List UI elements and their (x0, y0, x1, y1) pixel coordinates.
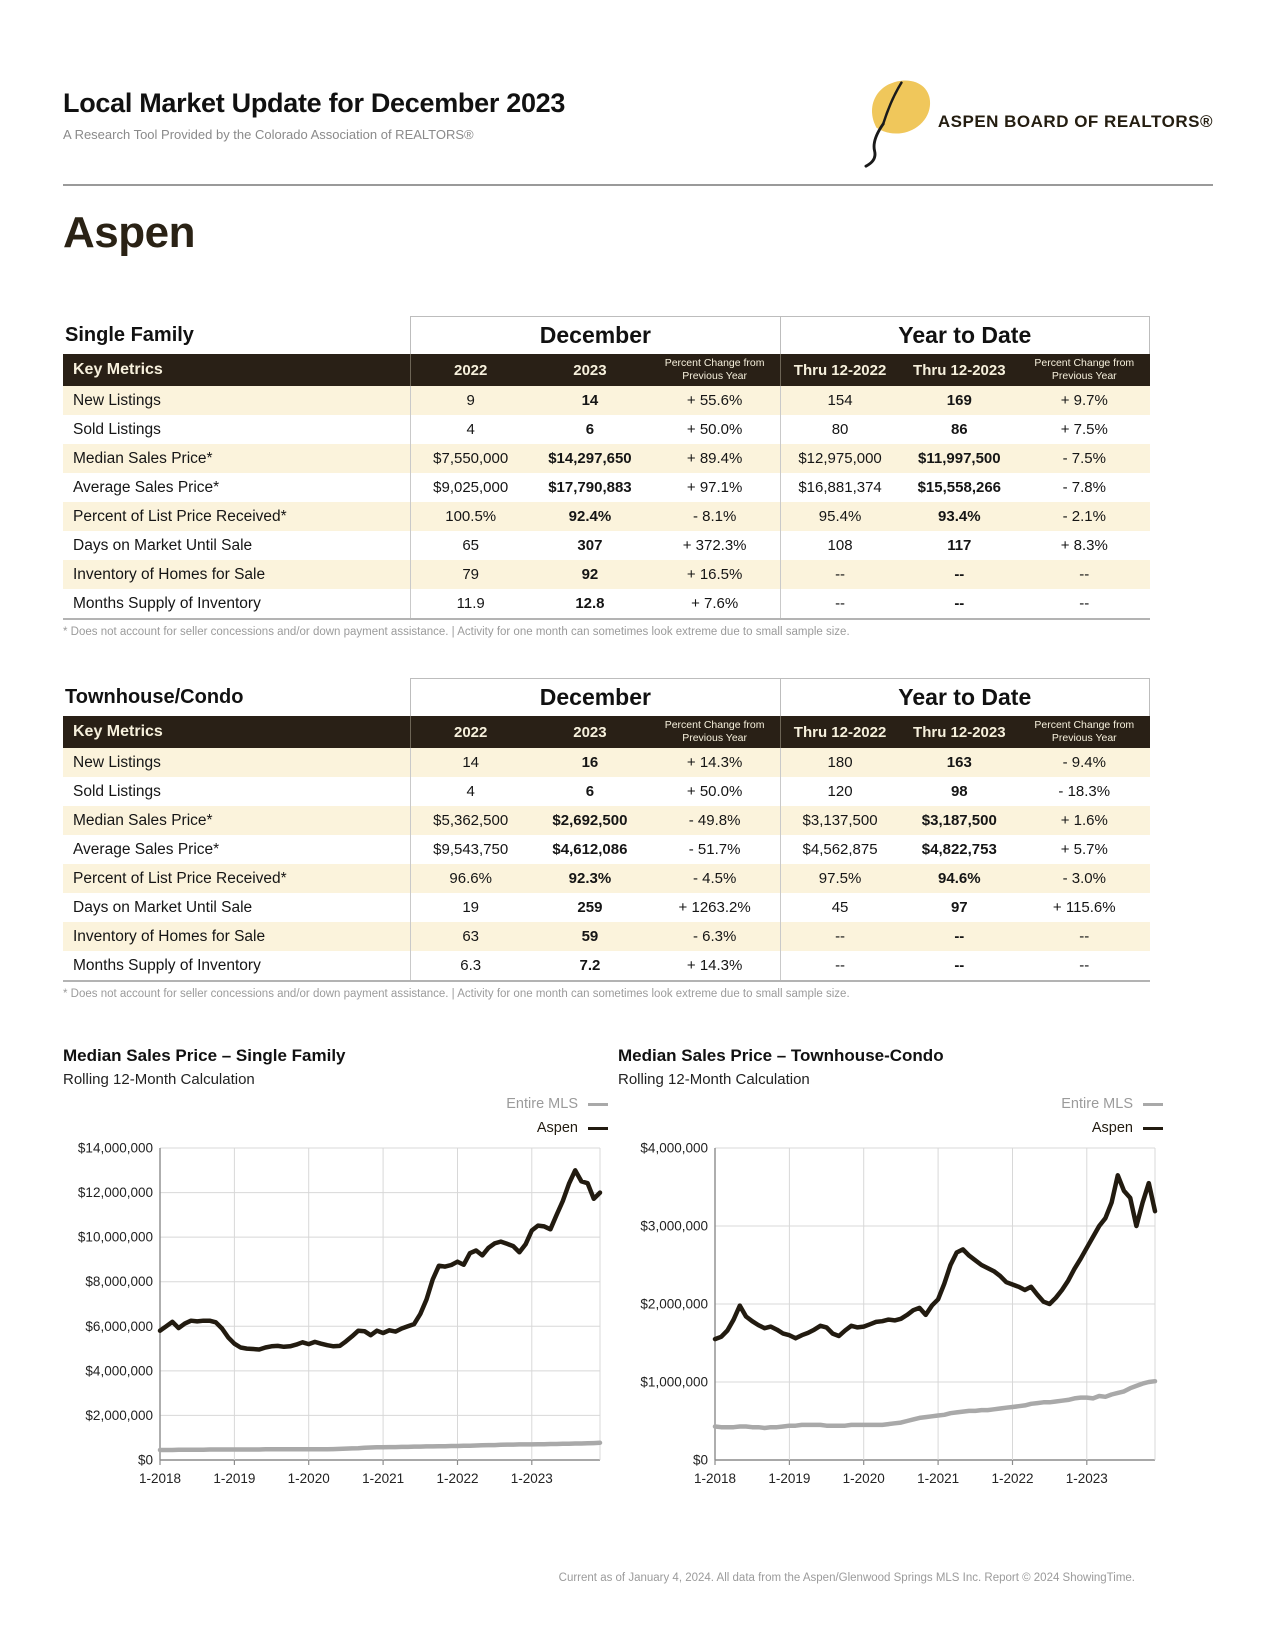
table-row (63, 777, 1150, 806)
aspen-line (715, 1175, 1155, 1339)
metric-value: 6.3 (411, 951, 531, 981)
svg-text:1-2022: 1-2022 (991, 1471, 1034, 1486)
masthead (63, 88, 1213, 170)
metric-value: 92.3% (568, 870, 612, 887)
table-row (63, 864, 1150, 893)
svg-text:1-2018: 1-2018 (138, 1471, 182, 1486)
chart-subtitle: Rolling 12-Month Calculation (618, 1071, 810, 1088)
metric-value: 120 (780, 777, 900, 806)
metric-value: $16,881,374 (780, 473, 900, 502)
metric-value: + 9.7% (1060, 392, 1108, 409)
table-row (63, 473, 1150, 502)
report-subtitle: A Research Tool Provided by the Colorado Association of REALTORS® (63, 127, 474, 142)
metric-value: - 7.5% (1062, 450, 1106, 467)
metric-label: Sold Listings (73, 782, 161, 800)
metric-value: 94.6% (938, 870, 981, 887)
metric-value: $2,692,500 (552, 812, 628, 829)
metric-value: -- (780, 922, 900, 951)
metric-label: Inventory of Homes for Sale (73, 565, 266, 583)
metric-value: $7,550,000 (411, 444, 531, 473)
table-row (63, 386, 1150, 415)
entire-mls-line-swatch (1143, 1103, 1163, 1106)
metric-value: + 8.3% (1060, 537, 1108, 554)
metric-value: + 7.5% (1060, 421, 1108, 438)
report-footer: Current as of January 4, 2024. All data from the Aspen/Glenwood Springs MLS Inc. Report © 2024 ShowingTime. (558, 1572, 1135, 1584)
col-ytd-pct-change: Percent Change from Previous Year (1019, 716, 1149, 748)
metric-value: 19 (411, 893, 531, 922)
metric-value: 96.6% (411, 864, 531, 893)
metric-value: - 2.1% (1062, 508, 1106, 525)
metric-value: $9,543,750 (411, 835, 531, 864)
svg-text:$2,000,000: $2,000,000 (640, 1296, 708, 1312)
svg-text:1-2019: 1-2019 (768, 1471, 811, 1486)
metric-value: -- (1019, 951, 1149, 981)
metric-value: 154 (780, 386, 900, 415)
col-thru-2022: Thru 12-2022 (780, 354, 900, 386)
metric-value: 259 (577, 899, 603, 916)
metric-value: + 14.3% (686, 754, 743, 771)
metric-value: 6 (585, 783, 595, 800)
townhouse-condo-table-section (63, 678, 1213, 1000)
metric-value: + 55.6% (686, 392, 743, 409)
svg-text:$14,000,000: $14,000,000 (77, 1140, 153, 1156)
metric-value: - 8.1% (692, 508, 737, 525)
metric-label: Median Sales Price* (73, 811, 213, 829)
chart-title: Median Sales Price – Townhouse-Condo (618, 1046, 944, 1065)
svg-text:1-2019: 1-2019 (213, 1471, 256, 1486)
col-ytd-pct-change: Percent Change from Previous Year (1019, 354, 1149, 386)
metric-value: 95.4% (780, 502, 900, 531)
aspen-line-swatch (1143, 1127, 1163, 1130)
table-row (63, 444, 1150, 473)
metric-value: + 50.0% (686, 421, 743, 438)
column-header-row (63, 716, 1150, 748)
svg-text:$4,000,000: $4,000,000 (85, 1363, 153, 1379)
svg-text:1-2021: 1-2021 (917, 1471, 960, 1486)
svg-text:$2,000,000: $2,000,000 (85, 1407, 153, 1423)
metric-value: - 4.5% (692, 870, 737, 887)
aspen-leaf-icon (840, 74, 936, 170)
metric-value: $4,612,086 (552, 841, 628, 858)
metric-value: + 372.3% (682, 537, 747, 554)
table-footnote: * Does not account for seller concessions and/or down payment assistance. | Activity for one month can sometimes look extreme due to small sample size. (63, 626, 850, 638)
metric-value: $9,025,000 (411, 473, 531, 502)
metric-value: -- (1079, 928, 1090, 945)
table-row (63, 748, 1150, 777)
metric-value: 97.5% (780, 864, 900, 893)
svg-text:$1,000,000: $1,000,000 (640, 1374, 708, 1390)
svg-text:$3,000,000: $3,000,000 (640, 1218, 708, 1234)
table-row (63, 922, 1150, 951)
ytd-group-header: Year to Date (780, 679, 1149, 717)
single-family-chart (63, 1046, 608, 1495)
metric-value: -- (1019, 589, 1149, 619)
metric-value: 80 (780, 415, 900, 444)
svg-text:1-2022: 1-2022 (436, 1471, 479, 1486)
metric-value: + 50.0% (686, 783, 743, 800)
masthead-titles (63, 88, 565, 142)
col-thru-2023: Thru 12-2023 (900, 716, 1020, 748)
chart-legend (63, 1092, 608, 1140)
metric-value: 86 (950, 421, 968, 438)
aspen-line-swatch (588, 1127, 608, 1130)
svg-text:1-2023: 1-2023 (510, 1471, 553, 1486)
metric-value: 59 (581, 928, 599, 945)
legend-aspen: Aspen (537, 1116, 608, 1140)
svg-text:$0: $0 (137, 1452, 153, 1468)
metric-label: Average Sales Price* (73, 478, 220, 496)
svg-text:1-2020: 1-2020 (842, 1471, 885, 1486)
metric-value: 63 (411, 922, 531, 951)
col-2022: 2022 (411, 716, 531, 748)
table-row (63, 502, 1150, 531)
metric-value: 180 (780, 748, 900, 777)
metric-value: + 1.6% (1060, 812, 1108, 829)
metric-value: + 97.1% (686, 479, 743, 496)
report-title: Local Market Update for December 2023 (63, 88, 566, 118)
svg-text:1-2018: 1-2018 (693, 1471, 737, 1486)
metric-value: + 7.6% (650, 589, 780, 619)
december-group-header: December (411, 317, 780, 355)
table-row (63, 893, 1150, 922)
metric-value: 7.2 (530, 951, 650, 981)
logo-text: ASPEN BOARD OF REALTORS® (937, 112, 1213, 131)
single-family-table-section (63, 316, 1213, 638)
chart-legend (618, 1092, 1163, 1140)
metric-value: 92.4% (568, 508, 612, 525)
metric-value: 12.8 (530, 589, 650, 619)
metric-value: -- (1079, 566, 1090, 583)
chart-subtitle: Rolling 12-Month Calculation (63, 1071, 255, 1088)
col-2023: 2023 (530, 716, 650, 748)
svg-text:$0: $0 (692, 1452, 708, 1468)
single-family-table-body (63, 386, 1150, 619)
metric-value: 108 (780, 531, 900, 560)
header-divider (63, 184, 1213, 186)
metric-value: -- (954, 928, 965, 945)
svg-text:1-2023: 1-2023 (1065, 1471, 1108, 1486)
metric-label: Days on Market Until Sale (73, 536, 253, 554)
metric-value: 307 (577, 537, 603, 554)
section-title: Single Family (63, 317, 411, 355)
metric-label: Sold Listings (73, 420, 161, 438)
metric-value: - 49.8% (688, 812, 741, 829)
single-family-chart-canvas (63, 1140, 608, 1490)
col-2022: 2022 (411, 354, 531, 386)
metric-value: 100.5% (411, 502, 531, 531)
metric-value: $17,790,883 (548, 479, 632, 496)
metric-label: Median Sales Price* (73, 449, 213, 467)
metric-label: Months Supply of Inventory (63, 589, 411, 619)
table-row (63, 560, 1150, 589)
metric-label: Months Supply of Inventory (63, 951, 411, 981)
metric-value: 6 (585, 421, 595, 438)
charts-row (63, 1046, 1163, 1495)
metric-value: 16 (581, 754, 599, 771)
metric-value: 11.9 (411, 589, 531, 619)
table-footnote: * Does not account for seller concessions and/or down payment assistance. | Activity for one month can sometimes look extreme due to small sample size. (63, 988, 850, 1000)
metric-value: + 1263.2% (678, 899, 751, 916)
table-row (63, 415, 1150, 444)
metric-value: $3,137,500 (780, 806, 900, 835)
metric-value: -- (954, 566, 965, 583)
metric-label: Days on Market Until Sale (73, 898, 253, 916)
metric-value: 79 (411, 560, 531, 589)
section-title: Townhouse/Condo (63, 679, 411, 717)
table-row (63, 531, 1150, 560)
metric-value: -- (780, 951, 900, 981)
col-key-metrics: Key Metrics (63, 354, 411, 386)
table-row (63, 951, 1150, 981)
metric-value: - 6.3% (692, 928, 737, 945)
metric-value: $14,297,650 (548, 450, 632, 467)
group-header-row (63, 317, 1150, 355)
legend-entire-mls: Entire MLS (1061, 1092, 1163, 1116)
table-row (63, 835, 1150, 864)
metric-value: 45 (780, 893, 900, 922)
svg-text:1-2020: 1-2020 (287, 1471, 330, 1486)
metric-value: 117 (947, 537, 972, 554)
metric-value: + 16.5% (686, 566, 743, 583)
metric-value: $11,997,500 (918, 450, 1001, 467)
svg-text:$6,000,000: $6,000,000 (85, 1318, 153, 1334)
townhouse-condo-table-body (63, 748, 1150, 981)
col-key-metrics: Key Metrics (63, 716, 411, 748)
metric-value: -- (780, 589, 900, 619)
townhouse-condo-table (63, 678, 1150, 982)
metric-value: + 5.7% (1060, 841, 1108, 858)
metric-value: - 7.8% (1062, 479, 1106, 496)
legend-entire-mls: Entire MLS (506, 1092, 608, 1116)
metric-value: 14 (411, 748, 531, 777)
metric-value: + 115.6% (1052, 899, 1116, 916)
townhouse-condo-chart-canvas (618, 1140, 1163, 1490)
col-thru-2022: Thru 12-2022 (780, 716, 900, 748)
metric-value: 92 (581, 566, 599, 583)
metric-value: -- (900, 589, 1020, 619)
metric-value: 65 (411, 531, 531, 560)
metric-label: New Listings (73, 391, 161, 409)
townhouse-condo-chart (618, 1046, 1163, 1495)
metric-value: - 9.4% (1062, 754, 1106, 771)
table-row (63, 806, 1150, 835)
ytd-group-header: Year to Date (780, 317, 1149, 355)
aspen-line (160, 1170, 600, 1349)
metric-label: Percent of List Price Received* (73, 869, 287, 887)
metric-value: $4,562,875 (780, 835, 900, 864)
metric-value: - 18.3% (1058, 783, 1111, 800)
group-header-row (63, 679, 1150, 717)
svg-text:$12,000,000: $12,000,000 (77, 1185, 153, 1201)
metric-value: 4 (411, 415, 531, 444)
location-title: Aspen (63, 208, 195, 257)
metric-value: + 89.4% (686, 450, 743, 467)
svg-text:1-2021: 1-2021 (362, 1471, 405, 1486)
metric-value: 4 (411, 777, 531, 806)
metric-value: + 14.3% (650, 951, 780, 981)
metric-value: - 3.0% (1062, 870, 1106, 887)
metric-value: 14 (581, 392, 599, 409)
metric-value: $5,362,500 (411, 806, 531, 835)
col-thru-2023: Thru 12-2023 (900, 354, 1020, 386)
column-header-row (63, 354, 1150, 386)
chart-title: Median Sales Price – Single Family (63, 1046, 346, 1065)
metric-label: Average Sales Price* (73, 840, 220, 858)
entire-mls-line (160, 1443, 600, 1450)
col-pct-change: Percent Change from Previous Year (650, 354, 780, 386)
metric-value: $3,187,500 (921, 812, 997, 829)
entire-mls-line (715, 1381, 1155, 1428)
entire-mls-line-swatch (588, 1103, 608, 1106)
single-family-table (63, 316, 1150, 620)
metric-label: New Listings (73, 753, 161, 771)
metric-value: 163 (946, 754, 972, 771)
metric-value: $12,975,000 (780, 444, 900, 473)
aspen-board-logo (840, 74, 1213, 170)
metric-value: 169 (946, 392, 972, 409)
metric-label: Percent of List Price Received* (73, 507, 287, 525)
legend-aspen: Aspen (1092, 1116, 1163, 1140)
col-pct-change: Percent Change from Previous Year (650, 716, 780, 748)
metric-value: -- (900, 951, 1020, 981)
metric-value: 9 (411, 386, 531, 415)
metric-value: - 51.7% (688, 841, 741, 858)
svg-text:$10,000,000: $10,000,000 (77, 1229, 153, 1245)
metric-value: 98 (950, 783, 968, 800)
svg-text:$4,000,000: $4,000,000 (640, 1140, 708, 1156)
table-row (63, 589, 1150, 619)
col-2023: 2023 (530, 354, 650, 386)
metric-value: 93.4% (938, 508, 981, 525)
metric-value: $15,558,266 (917, 479, 1002, 496)
metric-value: 97 (950, 899, 968, 916)
svg-text:$8,000,000: $8,000,000 (85, 1274, 153, 1290)
december-group-header: December (411, 679, 780, 717)
metric-value: $4,822,753 (921, 841, 997, 858)
metric-label: Inventory of Homes for Sale (73, 927, 266, 945)
metric-value: -- (780, 560, 900, 589)
